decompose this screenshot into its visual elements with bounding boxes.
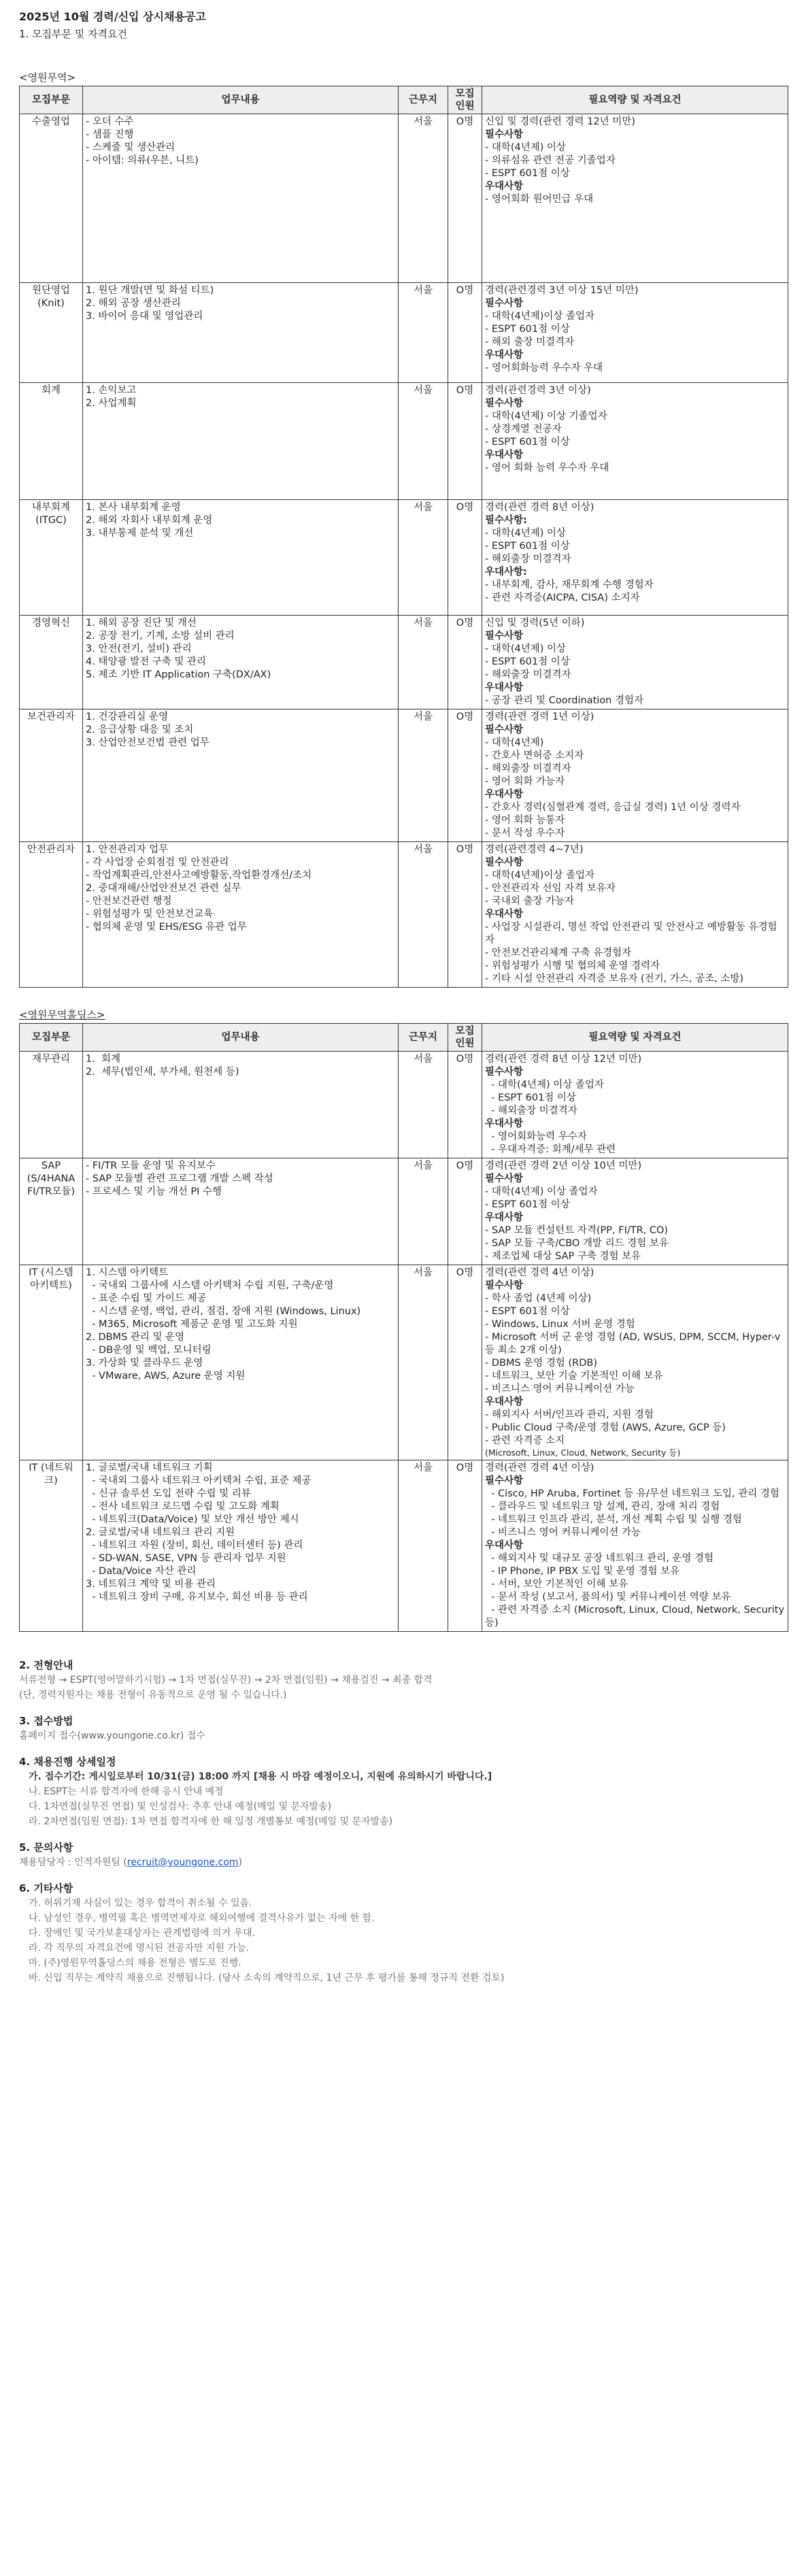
duty-line: - 국내외 그룹사에 시스템 아키텍처 수립 지원, 구축/운영 (86, 1280, 334, 1291)
duty-line: 1. 본사 내부회계 운영 (86, 502, 181, 513)
duty-line: 2. 응급상황 대응 및 조치 (86, 724, 194, 735)
schedule-section (19, 1754, 787, 1829)
cell-count: O명 (448, 1265, 482, 1460)
requirement-line: - 국내외 출장 가능자 (485, 896, 575, 907)
requirement-line: 경력(관련 경력 8년 이상 12년 미만) (485, 1054, 642, 1065)
requirement-line: - IP Phone, IP PBX 도입 및 운영 경험 보유 (485, 1566, 680, 1577)
requirement-line: - ESPT 601점 이상 (485, 656, 570, 667)
requirement-line: - Microsoft 서버 군 운영 경험 (AD, WSUS, DPM, SCCM, Hyper-v 등 최소 2개 이상) (485, 1332, 784, 1356)
duty-line: - 샘플 진행 (86, 129, 134, 140)
cell-requirements (482, 283, 788, 383)
requirement-heading: 우대사항 (485, 682, 524, 693)
requirement-line: - 영어 회화 능통자 (485, 815, 565, 826)
duty-line: - SD-WAN, SASE, VPN 등 관리자 업무 지원 (86, 1553, 286, 1564)
requirement-line: - 클라우드 및 네트워크 망 설계, 관리, 장애 처리 경험 (485, 1501, 720, 1512)
duty-line: 2. 공장 전기, 기계, 소방 설비 관리 (86, 631, 235, 641)
table-row (20, 1052, 788, 1158)
process-line: 서류전형 → ESPT(영어말하기시험) → 1차 면접(실무진) → 2차 면접(임원) → 채용검진 → 최종 합격 (19, 1675, 433, 1686)
duty-line: 1. 건강관리실 운영 (86, 712, 169, 722)
table-row (20, 1158, 788, 1265)
requirement-line: - 영어회화 원어민급 우대 (485, 194, 594, 205)
duty-line: 3. 바이어 응대 및 영업관리 (86, 311, 203, 322)
contact-email-link[interactable]: recruit@youngone.com (127, 1857, 239, 1868)
requirement-line: 경력(관련경력 3년 이상) (485, 385, 591, 396)
requirement-heading: 필수사항 (485, 1280, 524, 1291)
cell-location: 서울 (399, 1265, 448, 1460)
cell-dept: IT (네트워크) (20, 1460, 83, 1632)
requirement-heading: 필수사항 (485, 398, 524, 409)
cell-requirements (482, 383, 788, 500)
duty-line: 2. 글로벌/국내 네트워크 관리 지원 (86, 1527, 235, 1538)
duty-line: - M365, Microsoft 제품군 운영 및 고도화 지원 (86, 1319, 298, 1330)
table-row (20, 283, 788, 383)
cell-dept: 내부회계 (ITGC) (20, 500, 83, 616)
requirement-line: - 문서 작성 우수자 (485, 828, 565, 839)
duty-line: 1. 시스템 아키텍트 (86, 1267, 169, 1278)
requirement-heading: 우대사항 (485, 1396, 524, 1407)
requirement-line: - 대학(4년제) 이상 (485, 142, 567, 153)
requirement-line: - 해외지사 서버/인프라 관리, 지원 경험 (485, 1409, 654, 1420)
requirement-heading: 우대사항 (485, 181, 524, 192)
requirement-line: - ESPT 601점 이상 (485, 541, 570, 552)
cell-count: O명 (448, 709, 482, 842)
requirement-line: - SAP 모듈 구축/CBO 개발 리드 경험 보유 (485, 1238, 669, 1249)
group2-caption: <영원무역홀딩스> (19, 1009, 105, 1021)
requirement-line: 경력(관련 경력 1년 이상) (485, 712, 594, 722)
requirement-line: - ESPT 601점 이상 (485, 437, 570, 448)
etc-line: 다. 장애인 및 국가보훈대상자는 관계법령에 의거 우대. (29, 1928, 256, 1939)
requirement-line: - 안전관리자 선임 자격 보유자 (485, 883, 616, 894)
etc-line: 라. 각 직무의 자격요건에 명시된 전공자만 지원 가능. (29, 1943, 250, 1954)
requirement-line: - Cisco, HP Aruba, Fortinet 등 유/무선 네트워크 도입, 관리 경험 (485, 1488, 779, 1499)
cell-count: O명 (448, 500, 482, 616)
header-location: 근무지 (399, 1024, 448, 1052)
cell-requirements (482, 842, 788, 988)
header-requirements: 필요역량 및 자격요건 (482, 1024, 788, 1052)
cell-dept: 보건관리자 (20, 709, 83, 842)
header-duties: 업무내용 (83, 1024, 399, 1052)
requirement-line: 신입 및 경력(5년 이하) (485, 618, 585, 629)
cell-duties (83, 1265, 399, 1460)
requirement-line: - 해외지사 및 대규모 공장 네트워크 관리, 운영 경험 (485, 1553, 714, 1564)
duty-line: 2. 중대재해/산업안전보건 관련 실무 (86, 883, 241, 894)
table-row (20, 114, 788, 283)
requirement-line: 경력(관련 경력 4년 이상) (485, 1462, 594, 1473)
cell-requirements (482, 114, 788, 283)
requirement-heading: 필수사항 (485, 298, 524, 309)
duty-line: - 표준 수립 및 가이드 제공 (86, 1293, 207, 1304)
cell-duties (83, 114, 399, 283)
requirement-heading: 필수사항 (485, 724, 524, 735)
requirement-line: - 간호사 면허증 소지자 (485, 750, 584, 761)
apply-section (19, 1713, 787, 1743)
contact-section (19, 1840, 787, 1870)
table-row (20, 383, 788, 500)
requirement-line: - 간호사 경력(심혈관계 경력, 응급실 경력) 1년 이상 경력자 (485, 802, 741, 813)
requirement-line: - 관련 자격증 소지 (485, 1435, 565, 1446)
requirement-line: - 우대자격증: 회계/세무 관련 (485, 1144, 616, 1155)
requirement-heading: 우대사항 (485, 350, 524, 361)
process-title: 2. 전형안내 (19, 1659, 73, 1671)
cell-duties (83, 1460, 399, 1632)
process-note: (단, 경력지원자는 채용 전형이 유동적으로 운영 될 수 있습니다.) (19, 1690, 287, 1701)
etc-line: 가. 허위기재 사실이 있는 경우 합격이 취소될 수 있음. (29, 1898, 252, 1909)
cell-location: 서울 (399, 842, 448, 988)
duty-line: - 국내외 그룹사 네트워크 아키텍처 수립, 표준 제공 (86, 1475, 312, 1486)
duty-line: - 위험성평가 및 안전보건교육 (86, 909, 214, 920)
process-section (19, 1658, 787, 1703)
duty-line: 3. 가상화 및 클라우드 운영 (86, 1358, 203, 1369)
table-row (20, 616, 788, 709)
duty-line: 1. 회계 (86, 1054, 121, 1065)
duty-line: 1. 안전관리자 업무 (86, 844, 169, 855)
cell-location: 서울 (399, 1460, 448, 1632)
schedule-deadline: 가. 접수기간: 게시일로부터 10/31(금) 18:00 까지 [채용 시 마감 예정이오니, 지원에 유의하시기 바랍니다.] (29, 1771, 492, 1782)
requirement-line: - 영어회화능력 우수자 우대 (485, 363, 603, 373)
cell-location: 서울 (399, 383, 448, 500)
requirement-line: - 서버, 보안 기본적인 이해 보유 (485, 1579, 628, 1590)
requirement-line: - 대학(4년제)이상 졸업자 (485, 870, 595, 881)
requirement-line: - 제조업체 대상 SAP 구축 경험 보유 (485, 1251, 641, 1262)
requirement-line: - 내부회계, 감사, 재무회계 수행 경험자 (485, 580, 654, 590)
requirement-heading: 우대사항 (485, 1118, 524, 1129)
duty-line: - 각 사업장 순회점검 및 안전관리 (86, 857, 229, 868)
requirement-line: - 대학(4년제) (485, 737, 544, 748)
cell-count: O명 (448, 1158, 482, 1265)
cell-location: 서울 (399, 709, 448, 842)
requirement-heading: 필수사항 (485, 857, 524, 868)
cell-count: O명 (448, 616, 482, 709)
duty-line: - VMware, AWS, Azure 운영 지원 (86, 1371, 246, 1382)
header-count: 모집 인원 (448, 86, 482, 114)
duty-line: - 프로세스 및 기능 개선 PI 수행 (86, 1186, 222, 1197)
group1-caption: <영원무역> (19, 71, 76, 84)
cell-duties (83, 383, 399, 500)
requirement-heading: 필수사항 (485, 1067, 524, 1077)
requirement-line: - 영어 회화 능력 우수자 우대 (485, 463, 609, 473)
requirement-line: 경력(관련 경력 2년 이상 10년 미만) (485, 1160, 642, 1171)
requirement-line: - 해외출장 미결격자 (485, 669, 571, 680)
duty-line: - 안전보건관련 행정 (86, 896, 172, 907)
header-dept: 모집부문 (20, 1024, 83, 1052)
requirement-heading: 필수사항 (485, 1173, 524, 1184)
cell-duties (83, 842, 399, 988)
duty-line: - 아이템: 의류(우븐, 니트) (86, 155, 199, 166)
group1-table (19, 86, 788, 988)
duty-line: - 신규 솔루션 도입 전략 수립 및 리뷰 (86, 1488, 251, 1499)
requirement-line: - ESPT 601점 이상 (485, 324, 570, 335)
group1-body (20, 114, 788, 988)
schedule-title: 4. 채용진행 상세일정 (19, 1756, 116, 1768)
requirement-line: - 대학(4년제)이상 졸업자 (485, 311, 595, 322)
duty-line: - 스케줄 및 생산관리 (86, 142, 175, 153)
duty-line: - 시스템 운영, 백업, 관리, 점검, 장애 지원 (Windows, Linux) (86, 1306, 361, 1317)
cell-requirements (482, 1265, 788, 1460)
duty-line: 3. 내부통제 분석 및 개선 (86, 528, 194, 539)
duty-line: - DB운영 및 백업, 모니터링 (86, 1345, 212, 1356)
requirement-heading: 우대사항 (485, 1540, 524, 1551)
etc-line: 마. (주)영원무역홀딩스의 채용 전형은 별도로 진행. (29, 1958, 241, 1969)
requirement-line: - 영어 회화 가능자 (485, 776, 565, 787)
duty-line: 1. 손익보고 (86, 385, 137, 396)
cell-duties (83, 500, 399, 616)
requirement-line: - 문서 작성 (보고서, 품의서) 및 커뮤니케이션 역량 보유 (485, 1592, 731, 1603)
table-row (20, 842, 788, 988)
cell-duties (83, 709, 399, 842)
schedule-line: 다. 1차면접(실무진 면접) 및 인성검사: 추후 안내 예정(메일 및 문자발송) (29, 1801, 332, 1812)
cell-dept: 회계 (20, 383, 83, 500)
requirement-line: - 대학(4년제) 이상 기졸업자 (485, 411, 607, 422)
duty-line: 3. 네트워크 계약 및 비용 관리 (86, 1579, 216, 1590)
cell-dept: IT (시스템 아키텍트) (20, 1265, 83, 1460)
etc-line: 나. 남성인 경우, 병역필 혹은 병역면제자로 해외여행에 결격사유가 없는 자에 한 함. (29, 1913, 375, 1924)
cell-count: O명 (448, 114, 482, 283)
table-row (20, 500, 788, 616)
header-duties: 업무내용 (83, 86, 399, 114)
etc-title: 6. 기타사항 (19, 1882, 73, 1894)
cell-duties (83, 616, 399, 709)
cell-count: O명 (448, 283, 482, 383)
duty-line: 1. 해외 공장 진단 및 개선 (86, 618, 197, 629)
cell-requirements (482, 709, 788, 842)
cell-location: 서울 (399, 283, 448, 383)
requirement-line: 경력(관련경력 3년 이상 15년 미만) (485, 285, 639, 296)
requirement-heading: 필수사항 (485, 129, 524, 140)
cell-requirements (482, 616, 788, 709)
requirement-line: 경력(관련 경력 4년 이상) (485, 1267, 594, 1278)
posting-title: 2025년 10월 경력/신입 상시채용공고 (19, 10, 206, 23)
cell-dept: 재무관리 (20, 1052, 83, 1158)
requirement-line: - Windows, Linux 서버 운영 경험 (485, 1319, 635, 1330)
requirement-line: - 대학(4년제) 이상 졸업자 (485, 1186, 598, 1197)
cell-location: 서울 (399, 1052, 448, 1158)
requirement-line: - 해외출장 미결격자 (485, 1105, 577, 1116)
cell-dept: SAP (S/4HANA FI/TR모듈) (20, 1158, 83, 1265)
requirement-line: - 비즈니스 영어 커뮤니케이션 가능 (485, 1527, 641, 1538)
schedule-line: 라. 2차면접(임원 면접): 1차 면접 합격자에 한 해 일정 개별통보 예정(메일 및 문자발송) (29, 1816, 392, 1827)
requirement-heading: 필수사항 (485, 1475, 524, 1486)
duty-line: - 네트워크 장비 구매, 유지보수, 회선 비용 등 관리 (86, 1592, 308, 1603)
duty-line: 1. 원단 개발(면 및 화섬 티트) (86, 285, 214, 296)
requirement-line: - 해외출장 미결격자 (485, 763, 571, 774)
requirement-line: (Microsoft, Linux, Cloud, Network, Security 등) (485, 1448, 681, 1458)
cell-requirements (482, 500, 788, 616)
requirement-heading: 우대사항: (485, 567, 527, 578)
duty-line: 2. 사업계획 (86, 398, 137, 409)
requirement-line: - 대학(4년제) 이상 (485, 643, 567, 654)
duty-line: - Data/Voice 자산 관리 (86, 1566, 197, 1577)
duty-line: 2. 해외 자회사 내부회계 운영 (86, 515, 213, 526)
requirement-heading: 우대사항 (485, 1212, 524, 1223)
duty-line: 3. 안전(전기, 설비) 관리 (86, 643, 192, 654)
requirement-line: - ESPT 601점 이상 (485, 168, 570, 179)
requirement-heading: 필수사항: (485, 515, 527, 526)
contact-prefix: 채용담당자 : 인적자원팀 ( (19, 1857, 127, 1868)
requirement-heading: 우대사항 (485, 789, 524, 800)
duty-line: - 전사 네트워크 로드맵 수립 및 고도화 계획 (86, 1501, 280, 1512)
table-header-row (20, 86, 788, 114)
duty-line: 5. 제조 기반 IT Application 구축(DX/AX) (86, 669, 271, 680)
section-1-title: 1. 모집부문 및 자격요건 (19, 28, 128, 40)
duty-line: - 협의체 운영 및 EHS/ESG 유관 업무 (86, 922, 247, 933)
duty-line: - SAP 모듈별 관련 프로그램 개발 스펙 작성 (86, 1173, 273, 1184)
requirement-line: - 의류섬유 관련 전공 기졸업자 (485, 155, 616, 166)
cell-duties (83, 1052, 399, 1158)
contact-line (19, 1855, 787, 1870)
requirement-line: - 기타 시설 안전관리 자격증 보유자 (전기, 가스, 공조, 소방) (485, 973, 744, 984)
header-location: 근무지 (399, 86, 448, 114)
requirement-line: 경력(관련경력 4~7년) (485, 844, 584, 855)
table-row (20, 1460, 788, 1632)
requirement-line: - 해외출장 미결격자 (485, 554, 571, 565)
cell-location: 서울 (399, 500, 448, 616)
duty-line: 2. 해외 공장 생산관리 (86, 298, 181, 309)
requirement-line: - ESPT 601점 이상 (485, 1306, 570, 1317)
cell-requirements (482, 1460, 788, 1632)
requirement-line: - 학사 졸업 (4년제 이상) (485, 1293, 592, 1304)
requirement-heading: 우대사항 (485, 450, 524, 461)
cell-requirements (482, 1052, 788, 1158)
cell-location: 서울 (399, 1158, 448, 1265)
cell-requirements (482, 1158, 788, 1265)
table-row (20, 1265, 788, 1460)
cell-duties (83, 1158, 399, 1265)
cell-count: O명 (448, 1052, 482, 1158)
requirement-line: - ESPT 601점 이상 (485, 1199, 570, 1210)
requirement-line: - 대학(4년제) 이상 졸업자 (485, 1080, 604, 1090)
requirement-heading: 우대사항 (485, 909, 524, 920)
requirement-line: - 영어회화능력 우수자 (485, 1131, 587, 1142)
requirement-line: - ESPT 601점 이상 (485, 1092, 576, 1103)
table-header-row (20, 1024, 788, 1052)
cell-location: 서울 (399, 616, 448, 709)
requirement-line: - 대학(4년제) 이상 (485, 528, 567, 539)
duty-line: - FI/TR 모듈 운영 및 유지보수 (86, 1160, 216, 1171)
etc-section (19, 1881, 787, 1986)
requirement-line: - Public Cloud 구축/운영 경험 (AWS, Azure, GCP 등) (485, 1422, 726, 1433)
header-dept: 모집부문 (20, 86, 83, 114)
cell-count: O명 (448, 383, 482, 500)
header-count: 모집 인원 (448, 1024, 482, 1052)
requirement-line: - 네트워크 인프라 관리, 분석, 개선 계획 수립 및 실행 경험 (485, 1514, 742, 1525)
requirement-line: - SAP 모듈 컨설턴트 자격(PP, FI/TR, CO) (485, 1225, 669, 1236)
requirement-line: - 상경계열 전공자 (485, 424, 562, 435)
cell-count: O명 (448, 842, 482, 988)
header-requirements: 필요역량 및 자격요건 (482, 86, 788, 114)
cell-count: O명 (448, 1460, 482, 1632)
group2-body (20, 1052, 788, 1632)
duty-line: - 네트워크 자원 (장비, 회선, 데이터센터 등) 관리 (86, 1540, 303, 1551)
duty-line: 1. 글로벌/국내 네트워크 기획 (86, 1462, 213, 1473)
requirement-heading: 필수사항 (485, 631, 524, 641)
requirement-line: - 관련 자격증(AICPA, CISA) 소지자 (485, 592, 640, 603)
apply-title: 3. 접수방법 (19, 1715, 73, 1727)
cell-dept: 수출영업 (20, 114, 83, 283)
cell-dept: 안전관리자 (20, 842, 83, 988)
requirement-line: - 해외 출장 미결격자 (485, 337, 575, 348)
duty-line: - 네트워크(Data/Voice) 및 보안 개선 방안 제시 (86, 1514, 299, 1525)
requirement-line: - 비즈니스 영어 커뮤니케이션 가능 (485, 1384, 635, 1394)
duty-line: 4. 태양광 발전 구축 및 관리 (86, 656, 206, 667)
requirement-line: - 안전보건관리체계 구축 유경험자 (485, 948, 632, 958)
requirement-line: 신입 및 경력(관련 경력 12년 미만) (485, 116, 635, 127)
cell-duties (83, 283, 399, 383)
cell-location: 서울 (399, 114, 448, 283)
requirement-line: - 공장 관리 및 Coordination 경험자 (485, 695, 643, 706)
requirement-line: 경력(관련 경력 8년 이상) (485, 502, 594, 513)
apply-line: 홈페이지 접수(www.youngone.co.kr) 접수 (19, 1730, 205, 1741)
requirement-line: - 네트워크, 보안 기술 기본적인 이해 보유 (485, 1371, 663, 1382)
duty-line: - 작업계획관리,안전사고예방활동,작업환경개선/조치 (86, 870, 312, 881)
duty-line: 2. 세무(법인세, 부가세, 원천세 등) (86, 1067, 239, 1077)
group2-table (19, 1023, 788, 1632)
table-row (20, 709, 788, 842)
requirement-line: - 관련 자격증 소지 (Microsoft, Linux, Cloud, Network, Security 등) (485, 1605, 788, 1628)
cell-dept: 원단영업 (Knit) (20, 283, 83, 383)
duty-line: 2. DBMS 관리 및 운영 (86, 1332, 185, 1343)
requirement-line: - 사업장 시설관리, 명선 작업 안전관리 및 안전사고 예방활동 유경험자 (485, 922, 777, 946)
schedule-line: 나. ESPT는 서류 합격자에 한해 응시 안내 예정 (29, 1786, 224, 1797)
requirement-line: - 위험성평가 시행 및 협의체 운영 경력자 (485, 960, 660, 971)
duty-line: - 오더 수주 (86, 116, 134, 127)
contact-suffix: ) (238, 1857, 242, 1868)
contact-title: 5. 문의사항 (19, 1841, 73, 1854)
requirement-line: - DBMS 운영 경험 (RDB) (485, 1358, 598, 1369)
etc-line: 바. 신입 직무는 계약직 채용으로 진행됩니다. (당사 소속의 계약직으로, 1년 근무 후 평가를 통해 정규직 전환 검토) (29, 1973, 505, 1984)
cell-dept: 경영혁신 (20, 616, 83, 709)
duty-line: 3. 산업안전보건법 관련 업무 (86, 737, 209, 748)
